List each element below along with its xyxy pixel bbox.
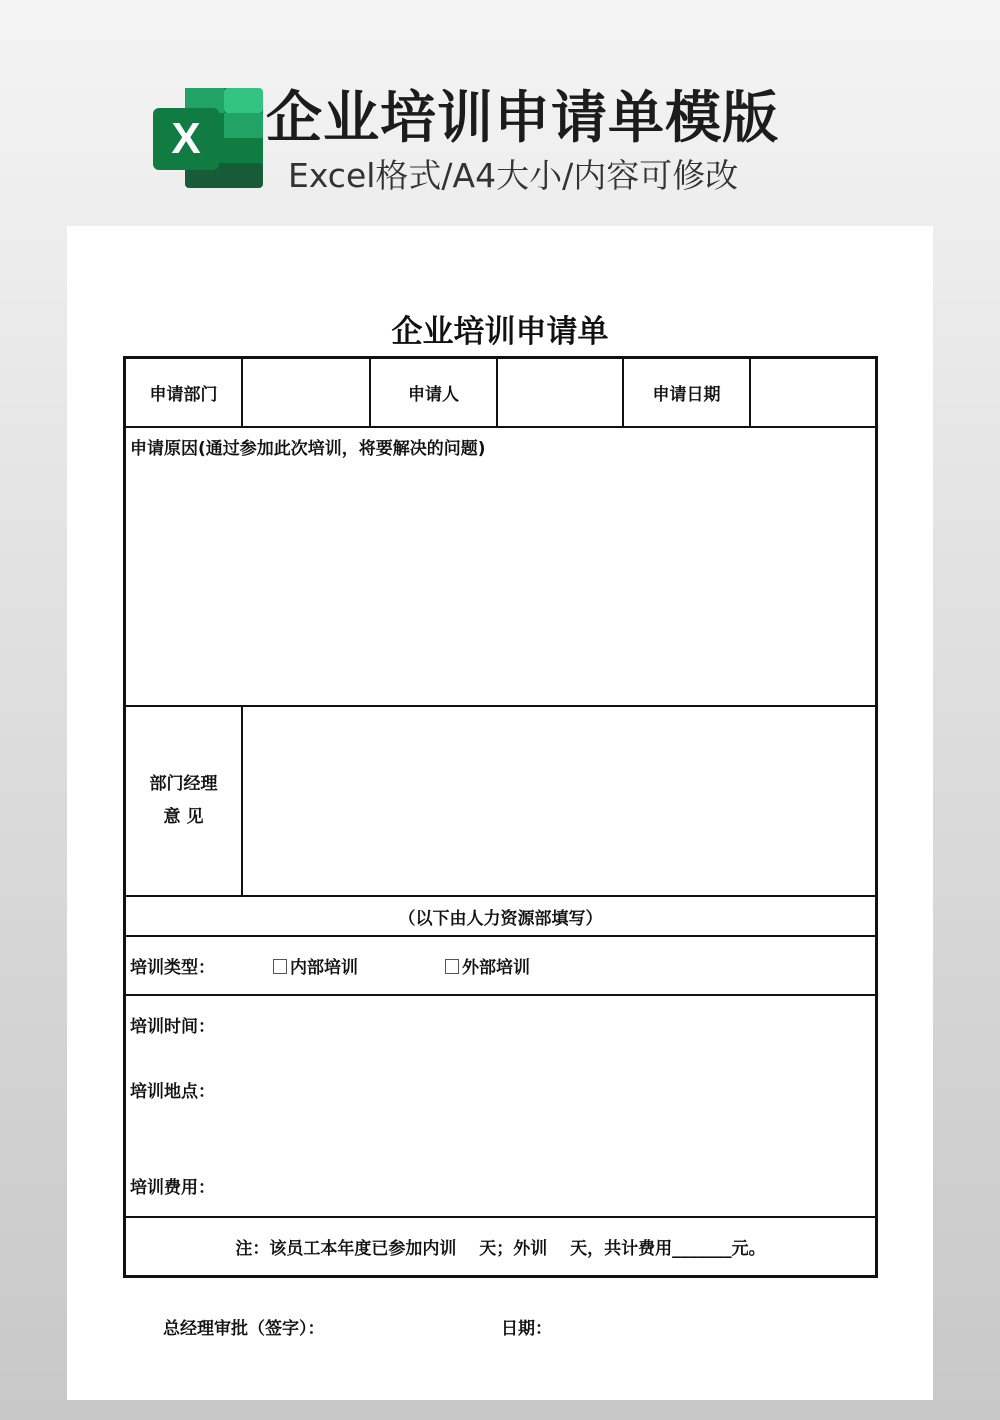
department-input[interactable]	[243, 359, 371, 426]
banner	[0, 0, 1000, 220]
manager-opinion-label	[126, 707, 243, 895]
manager-opinion-input[interactable]	[243, 707, 875, 895]
training-details-row	[126, 996, 875, 1218]
banner-subtitle: Excel格式/A4大小/内容可修改	[288, 156, 739, 195]
training-place-label: 培训地点：	[130, 1082, 215, 1102]
logo-letter: X	[171, 114, 201, 163]
training-type-label: 培训类型：	[130, 958, 215, 978]
department-label: 申请部门	[126, 359, 243, 426]
external-training-option[interactable]	[445, 953, 530, 978]
note-text: 注：该员工本年度已参加内训 天；外训 天，共计费用_______元。	[235, 1239, 766, 1259]
manager-opinion-label-line2: 意 见	[163, 807, 204, 827]
external-training-label: 外部培训	[462, 958, 530, 978]
internal-training-option[interactable]	[273, 953, 358, 978]
date-input[interactable]	[751, 359, 875, 426]
applicant-label: 申请人	[371, 359, 498, 426]
reason-row[interactable]	[126, 428, 875, 707]
gm-approval-label: 总经理审批（签字）：	[163, 1319, 325, 1339]
manager-opinion-row	[126, 707, 875, 897]
form-page	[67, 226, 933, 1400]
applicant-input[interactable]	[498, 359, 624, 426]
training-time-label: 培训时间：	[130, 1017, 215, 1037]
internal-training-label: 内部培训	[290, 958, 358, 978]
training-cost-label: 培训费用：	[130, 1178, 215, 1198]
internal-training-checkbox[interactable]	[273, 959, 287, 974]
hr-note: （以下由人力资源部填写）	[398, 908, 603, 929]
note-row	[126, 1218, 875, 1275]
form-title: 企业培训申请单	[391, 314, 609, 350]
excel-logo-icon	[153, 86, 265, 190]
footer-date-label: 日期：	[501, 1319, 552, 1339]
external-training-checkbox[interactable]	[445, 959, 459, 974]
application-form	[123, 356, 878, 1278]
header-row	[126, 359, 875, 428]
training-type-row	[126, 937, 875, 996]
reason-label: 申请原因(通过参加此次培训，将要解决的问题)	[130, 439, 486, 459]
hr-note-row	[126, 897, 875, 937]
manager-opinion-label-line1: 部门经理	[149, 774, 218, 794]
banner-title: 企业培训申请单模版	[266, 86, 779, 151]
date-label: 申请日期	[624, 359, 751, 426]
